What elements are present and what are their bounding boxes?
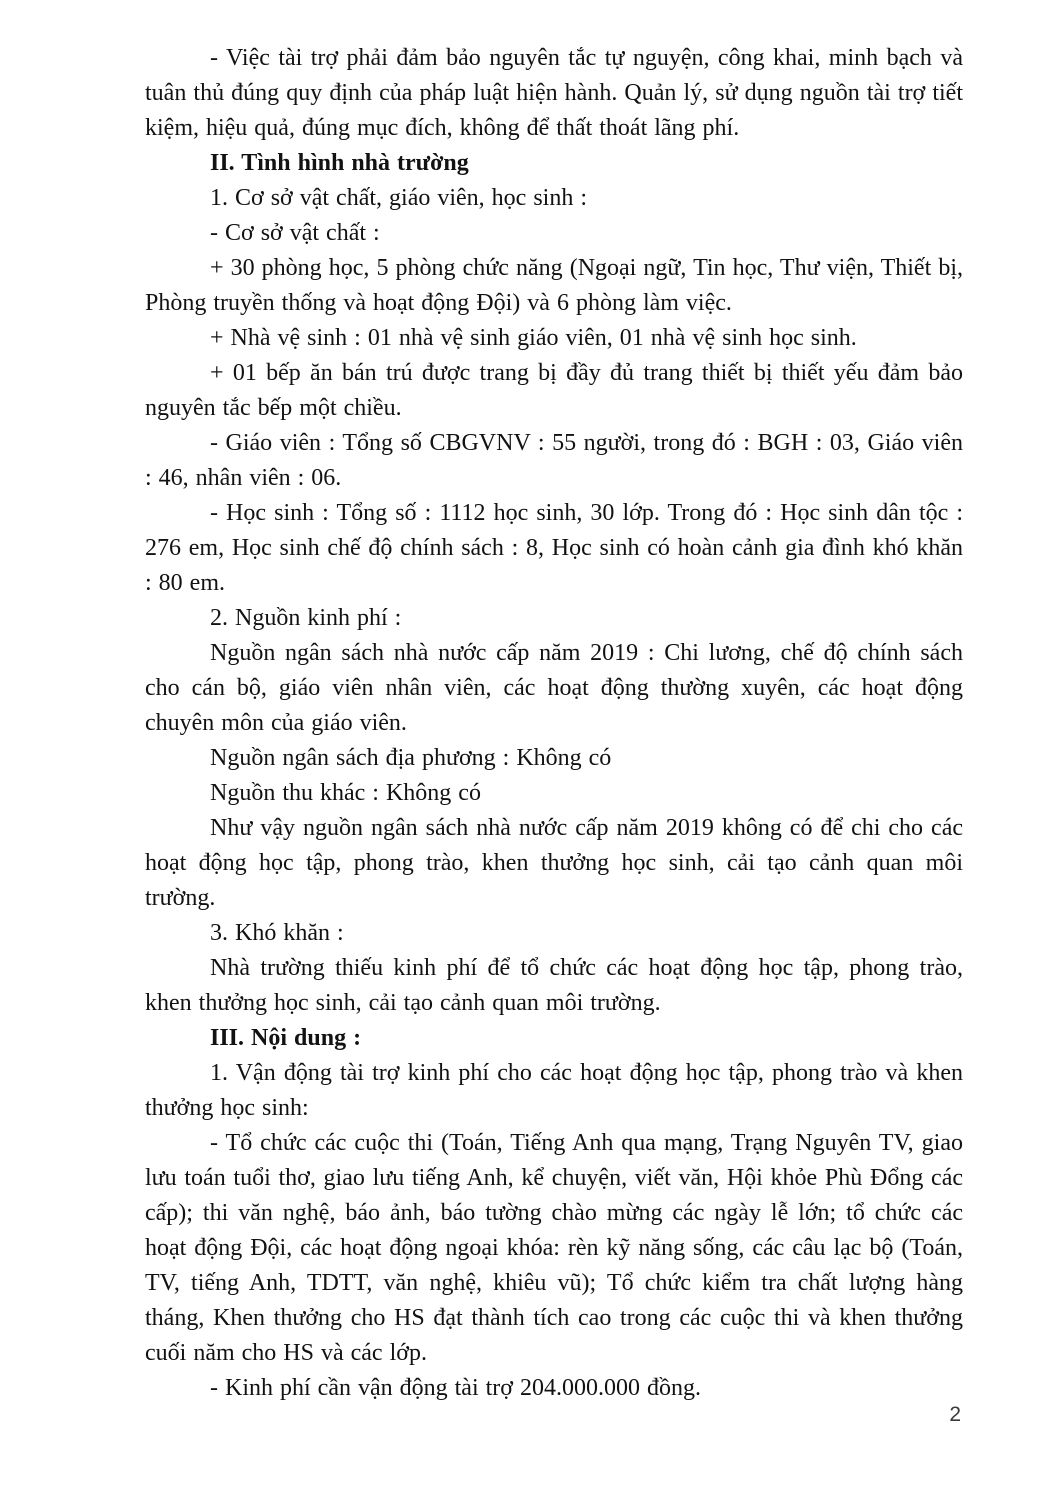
paragraph-difficulties-heading: 3. Khó khăn : [210, 920, 344, 946]
section-heading-ii-school-situation: II. Tình hình nhà trường [210, 150, 469, 176]
paragraph-funding-amount: - Kinh phí cần vận động tài trợ 204.000.000 đồng. [210, 1375, 701, 1401]
paragraph-facilities-heading: 1. Cơ sở vật chất, giáo viên, học sinh : [210, 185, 587, 211]
page-number: 2 [949, 1403, 961, 1426]
paragraph-classrooms: + 30 phòng học, 5 phòng chức năng (Ngoại ngữ, Tin học, Thư viện, Thiết bị, Phòng truyền thống và hoạt động Đội) và 6 phòng làm việc. [145, 255, 963, 316]
paragraph-toilets: + Nhà vệ sinh : 01 nhà vệ sinh giáo viên, 01 nhà vệ sinh học sinh. [210, 325, 857, 351]
paragraph-students: - Học sinh : Tổng số : 1112 học sinh, 30 lớp. Trong đó : Học sinh dân tộc : 276 em, Học sinh chế độ chính sách : 8, Học sinh có hoàn cảnh gia đình khó khăn : 80 em. [145, 500, 963, 596]
paragraph-other-income: Nguồn thu khác : Không có [210, 780, 481, 806]
paragraph-facilities-label: - Cơ sở vật chất : [210, 220, 380, 246]
paragraph-budget-heading: 2. Nguồn kinh phí : [210, 605, 402, 631]
paragraph-activities: - Tổ chức các cuộc thi (Toán, Tiếng Anh qua mạng, Trạng Nguyên TV, giao lưu toán tuổi thơ, giao lưu tiếng Anh, kể chuyện, viết văn, Hội khỏe Phù Đổng các cấp); thi văn nghệ, báo ảnh, báo tường chào mừng các ngày lễ lớn; tổ chức các hoạt động Đội, các hoạt động ngoại khóa: rèn kỹ năng sống, các câu lạc bộ (Toán, TV, tiếng Anh, TDTT, văn nghệ, khiêu vũ); Tổ chức kiểm tra chất lượng hàng tháng, Khen thưởng cho HS đạt thành tích cao trong các cuộc thi và khen thưởng cuối năm cho HS và các lớp. [145, 1130, 963, 1366]
paragraph-mobilization: 1. Vận động tài trợ kinh phí cho các hoạt động học tập, phong trào và khen thưởng học sinh: [145, 1060, 963, 1121]
paragraph-funding-principles: - Việc tài trợ phải đảm bảo nguyên tắc tự nguyện, công khai, minh bạch và tuân thủ đúng quy định của pháp luật hiện hành. Quản lý, sử dụng nguồn tài trợ tiết kiệm, hiệu quả, đúng mục đích, không để thất thoát lãng phí. [145, 45, 963, 141]
paragraph-teachers: - Giáo viên : Tổng số CBGVNV : 55 người, trong đó : BGH : 03, Giáo viên : 46, nhân viên : 06. [145, 430, 963, 491]
paragraph-state-budget: Nguồn ngân sách nhà nước cấp năm 2019 : Chi lương, chế độ chính sách cho cán bộ, giáo viên nhân viên, các hoạt động thường xuyên, các hoạt động chuyên môn của giáo viên. [145, 640, 963, 736]
paragraph-kitchen: + 01 bếp ăn bán trú được trang bị đầy đủ trang thiết bị thiết yếu đảm bảo nguyên tắc bếp một chiều. [145, 360, 963, 421]
section-heading-iii-content: III. Nội dung : [210, 1025, 362, 1051]
paragraph-difficulties: Nhà trường thiếu kinh phí để tổ chức các hoạt động học tập, phong trào, khen thưởng học sinh, cải tạo cảnh quan môi trường. [145, 955, 963, 1016]
paragraph-local-budget: Nguồn ngân sách địa phương : Không có [210, 745, 612, 771]
paragraph-budget-conclusion: Như vậy nguồn ngân sách nhà nước cấp năm 2019 không có để chi cho các hoạt động học tập, phong trào, khen thưởng học sinh, cải tạo cảnh quan môi trường. [145, 815, 963, 911]
